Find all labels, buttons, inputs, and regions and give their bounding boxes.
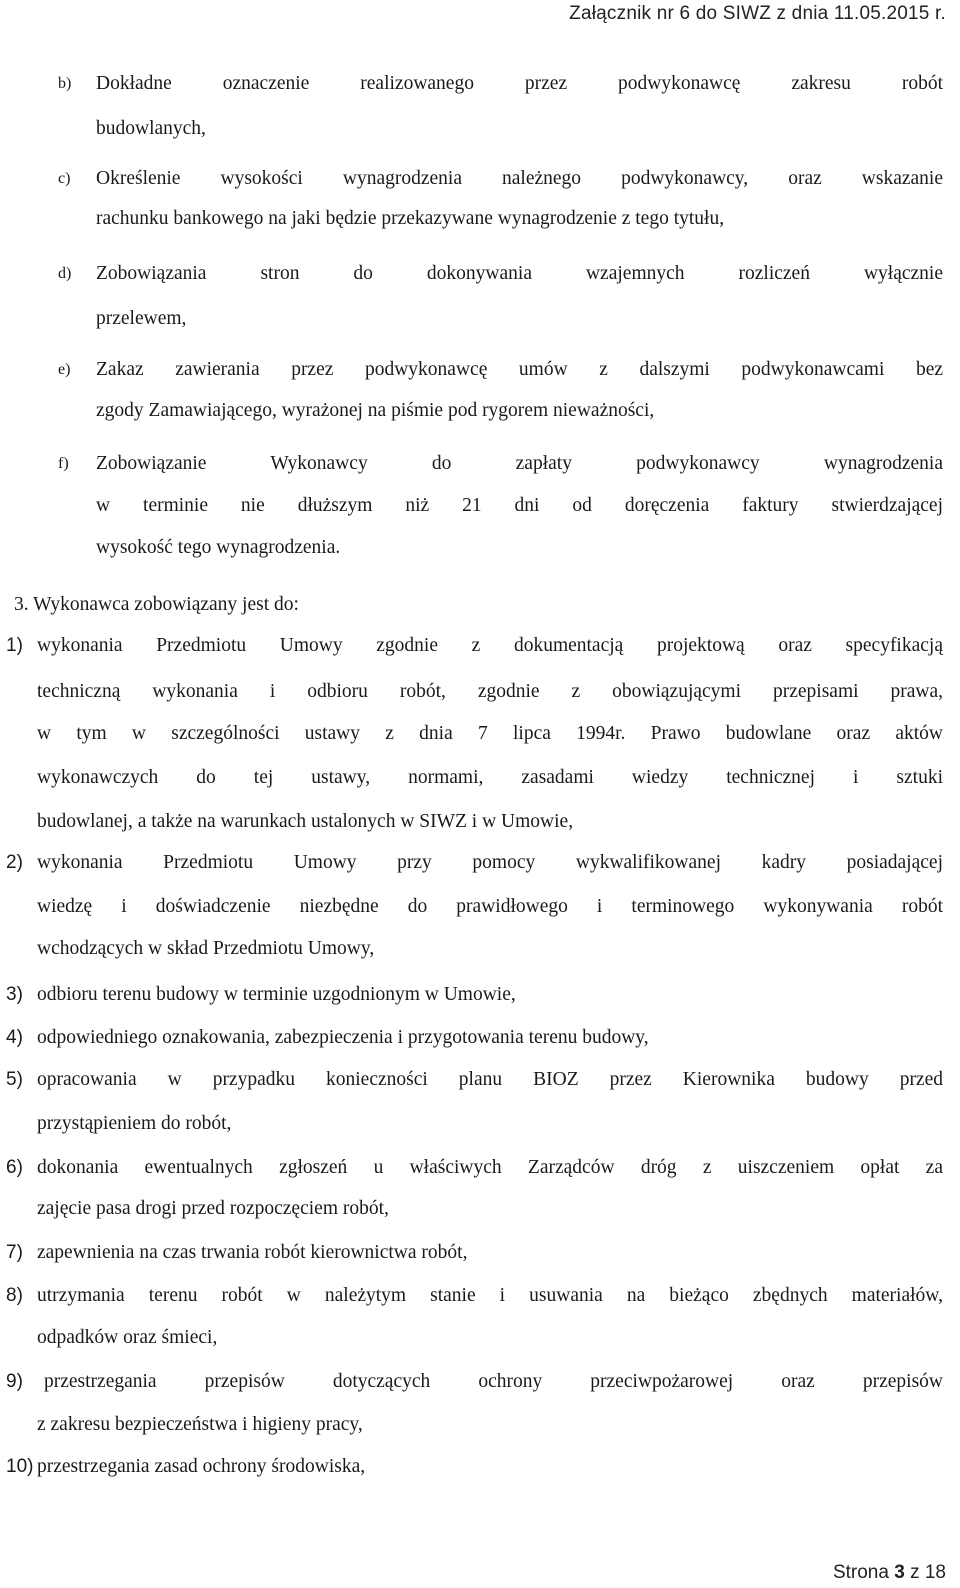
list-marker-f: f) bbox=[58, 455, 69, 472]
item-1-line3: w tym w szczególności ustawy z dnia 7 lipca 1994r. Prawo budowlane oraz aktów bbox=[37, 723, 943, 744]
item-3-line1: odbioru terenu budowy w terminie uzgodnionym w Umowie, bbox=[37, 984, 516, 1005]
item-7-marker: 7) bbox=[6, 1242, 23, 1263]
item-4-line1: odpowiedniego oznakowania, zabezpieczenia i przygotowania terenu budowy, bbox=[37, 1027, 649, 1048]
page-footer bbox=[833, 1562, 946, 1584]
page-header: Załącznik nr 6 do SIWZ z dnia 11.05.2015 r. bbox=[569, 3, 946, 24]
item-2-line2: wiedzę i doświadczenie niezbędne do prawidłowego i terminowego wykonywania robót bbox=[37, 896, 943, 917]
item-8-line1: utrzymania terenu robót w należytym stanie i usuwania na bieżąco zbędnych materiałów, bbox=[37, 1285, 943, 1306]
item-b-line1: Dokładne oznaczenie realizowanego przez podwykonawcę zakresu robót bbox=[96, 73, 943, 94]
item-1-line2: techniczną wykonania i odbioru robót, zgodnie z obowiązującymi przepisami prawa, bbox=[37, 681, 943, 702]
item-6-marker: 6) bbox=[6, 1157, 23, 1178]
item-6-line1: dokonania ewentualnych zgłoszeń u właściwych Zarządców dróg z uiszczeniem opłat za bbox=[37, 1157, 943, 1178]
item-f-line3: wysokość tego wynagrodzenia. bbox=[96, 537, 341, 558]
item-10-line1: przestrzegania zasad ochrony środowiska, bbox=[37, 1456, 366, 1477]
list-marker-c: c) bbox=[58, 170, 71, 187]
item-8-marker: 8) bbox=[6, 1285, 23, 1306]
item-e-line2: zgody Zamawiającego, wyrażonej na piśmie pod rygorem nieważności, bbox=[96, 400, 655, 421]
item-d-line2: przelewem, bbox=[96, 308, 187, 329]
item-10-marker: 10) bbox=[6, 1456, 34, 1477]
footer-total-pages: 18 bbox=[924, 1562, 946, 1583]
item-f-line2: w terminie nie dłuższym niż 21 dni od doręczenia faktury stwierdzającej bbox=[96, 495, 943, 516]
item-1-marker: 1) bbox=[6, 635, 23, 656]
item-8-line2: odpadków oraz śmieci, bbox=[37, 1327, 218, 1348]
footer-prefix: Strona bbox=[832, 1562, 889, 1583]
item-6-line2: zajęcie pasa drogi przed rozpoczęciem robót, bbox=[37, 1198, 389, 1219]
item-c-line1: Określenie wysokości wynagrodzenia należnego podwykonawcy, oraz wskazanie bbox=[96, 168, 943, 189]
footer-middle: z bbox=[910, 1562, 920, 1583]
item-c-line2: rachunku bankowego na jaki będzie przekazywane wynagrodzenie z tego tytułu, bbox=[96, 208, 725, 229]
item-e-line1: Zakaz zawierania przez podwykonawcę umów z dalszymi podwykonawcami bez bbox=[96, 359, 943, 380]
item-7-line1: zapewnienia na czas trwania robót kierownictwa robót, bbox=[37, 1242, 468, 1263]
item-f-line1: Zobowiązanie Wykonawcy do zapłaty podwykonawcy wynagrodzenia bbox=[96, 453, 943, 474]
section-3-heading: 3. Wykonawca zobowiązany jest do: bbox=[14, 594, 299, 615]
item-2-line3: wchodzących w skład Przedmiotu Umowy, bbox=[37, 938, 375, 959]
item-b-line2: budowlanych, bbox=[96, 118, 206, 139]
item-5-marker: 5) bbox=[6, 1069, 23, 1090]
item-5-line1: opracowania w przypadku konieczności planu BIOZ przez Kierownika budowy przed bbox=[37, 1069, 943, 1090]
item-1-line4: wykonawczych do tej ustawy, normami, zasadami wiedzy technicznej i sztuki bbox=[37, 767, 943, 788]
item-9-marker: 9) bbox=[6, 1371, 23, 1392]
item-2-line1: wykonania Przedmiotu Umowy przy pomocy wykwalifikowanej kadry posiadającej bbox=[37, 852, 943, 873]
footer-page-number: 3 bbox=[894, 1562, 905, 1583]
item-9-line2: z zakresu bezpieczeństwa i higieny pracy, bbox=[37, 1414, 363, 1435]
item-1-line1: wykonania Przedmiotu Umowy zgodnie z dokumentacją projektową oraz specyfikacją bbox=[37, 635, 943, 656]
item-4-marker: 4) bbox=[6, 1027, 23, 1048]
item-1-line5: budowlanej, a także na warunkach ustalonych w SIWZ i w Umowie, bbox=[37, 811, 574, 832]
list-marker-e: e) bbox=[58, 361, 71, 378]
item-9-line1: przestrzegania przepisów dotyczących ochrony przeciwpożarowej oraz przepisów bbox=[44, 1371, 943, 1392]
item-2-marker: 2) bbox=[6, 852, 23, 873]
item-d-line1: Zobowiązania stron do dokonywania wzajemnych rozliczeń wyłącznie bbox=[96, 263, 943, 284]
item-5-line2: przystąpieniem do robót, bbox=[37, 1113, 232, 1134]
list-marker-b: b) bbox=[58, 75, 72, 92]
list-marker-d: d) bbox=[58, 265, 72, 282]
item-3-marker: 3) bbox=[6, 984, 23, 1005]
